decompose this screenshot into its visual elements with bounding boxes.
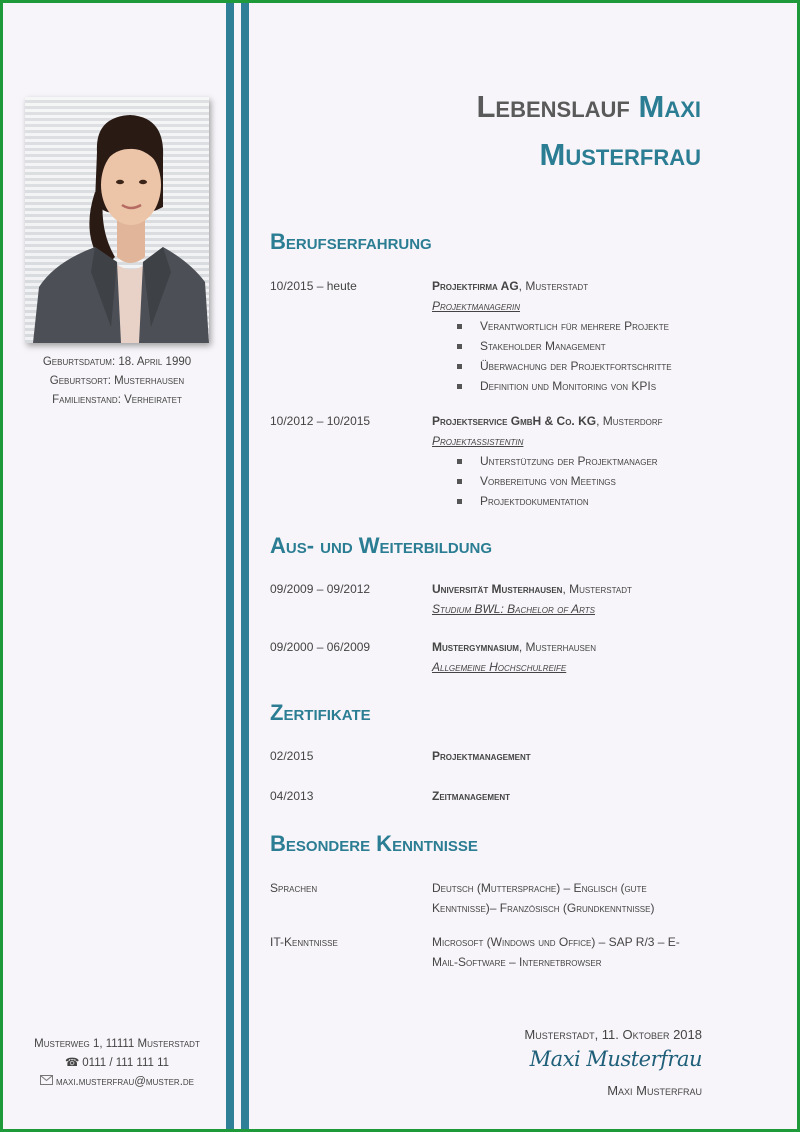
task-list [432,316,732,396]
education-date: 09/2009 – 09/2012 [270,582,371,596]
personal-info [3,353,231,410]
decorative-bar-left [226,3,234,1132]
skill-text: Deutsch (Muttersprache) – Englisch (gute Kenntnisse)– Französisch (Grundkenntnisse) [432,881,655,915]
signature-name: Maxi Musterfrau [607,1083,702,1098]
task-item: Projektdokumentation [432,491,732,511]
degree: Allgemeine Hochschulreife [432,660,567,674]
decorative-bar-right [241,3,249,1132]
certificate-name: Zeitmanagement [432,789,510,803]
section-heading-certificates: Zertifikate [270,700,371,725]
degree: Studium BWL: Bachelor of Arts [432,602,595,616]
place-date: Musterstadt, 11. Oktober 2018 [524,1027,702,1042]
last-name: Musterfrau [539,137,701,172]
marital-status: Familienstand: Verheiratet [52,394,182,406]
task-list [432,451,732,511]
company-name: Projektservice GmbH & Co. KG [432,414,597,428]
profile-photo [25,97,209,343]
phone-number: 0111 / 111 111 11 [82,1057,170,1069]
section-heading-education: Aus- und Weiterbildung [270,533,493,558]
skill-entry [270,878,710,918]
institution-name: Universität Musterhausen [432,582,563,596]
task-item: Definition und Monitoring von KPIs [432,376,732,396]
skill-text: Microsoft (Windows und Office) – SAP R/3 – E-Mail-Software – Internetbrowser [432,935,680,969]
certificate-date: 04/2013 [270,789,314,803]
experience-date: 10/2012 – 10/2015 [270,414,371,428]
section-heading-skills: Besondere Kenntnisse [270,831,478,856]
task-item: Überwachung der Projektfortschritte [432,356,732,376]
handwritten-signature: Maxi Musterfrau [529,1047,702,1071]
page-title: Lebenslauf Maxi [476,89,701,124]
certificate-date: 02/2015 [270,749,314,763]
birthdate: Geburtsdatum: 18. April 1990 [42,356,192,368]
contact-info [3,1035,231,1092]
job-title: Projektmanagerin [432,299,521,313]
section-heading-experience: Berufserfahrung [270,229,432,254]
education-date: 09/2000 – 06/2009 [270,640,371,654]
skill-entry [270,932,710,972]
task-item: Unterstützung der Projektmanager [432,451,732,471]
birthplace: Geburtsort: Musterhausen [49,375,185,387]
job-title: Projektassistentin [432,434,524,448]
email-link[interactable]: maxi.musterfrau@muster.de [55,1076,195,1088]
certificate-name: Projektmanagement [432,749,531,763]
task-item: Verantwortlich für mehrere Projekte [432,316,732,336]
skill-label: IT-Kenntnisse [270,935,338,949]
task-item: Vorbereitung von Meetings [432,471,732,491]
cv-page: Geburtsdatum: 18. April 1990 Geburtsort: Musterhausen Familienstand: Verheiratet Musterweg 1, 11111 Musterstadt ☎ 0111 / 111 111 11 maxi.musterfrau@muster.de Lebenslauf Maxi Musterfrau Berufserfahrung 10/2015 – heute Projektfirma AG, Musterstadt Projektmanagerin Verantwortlich für mehrere Projekte Stakeholder Management Überwachung der Projektfortschritte Definition und Monitoring von KPIs 10/2012 – 10/2015 Projektservice GmbH & Co. KG, Musterdorf Projektassistentin Unterstützung der Projektmanager Vorbereitung von Meetings Projektdokumentation Aus- und Weiterbildung 09/2009 – 09/2012 Universität Musterhausen, Musterstadt Studium BWL: Bachelor of Arts 09/2000 – 06/2009 Mustergymnasium, Musterhausen Allgemeine Hochschulreife Zertifikate 02/2015 Projektmanagement 04/2013 Zeitmanagement Besondere Kenntnisse Sprachen Deutsch (Muttersprache) – Englisch (gute Kenntnisse)– Französisch (Grundkenntnisse) IT-Kenntnisse Microsoft (Windows und Office) – SAP R/3 – E-Mail-Software – Internetbrowser Musterstadt, 11. Oktober 2018 Maxi Musterfrau Maxi Musterfrau [0,0,800,1132]
skill-label: Sprachen [270,881,318,895]
task-item: Stakeholder Management [432,336,732,356]
phone-icon: ☎ [64,1057,80,1069]
first-name: Maxi [638,89,701,124]
address: Musterweg 1, 11111 Musterstadt [34,1038,200,1050]
envelope-icon [40,1073,53,1092]
institution-name: Mustergymnasium [432,640,519,654]
experience-date: 10/2015 – heute [270,279,357,293]
company-name: Projektfirma AG [432,279,519,293]
